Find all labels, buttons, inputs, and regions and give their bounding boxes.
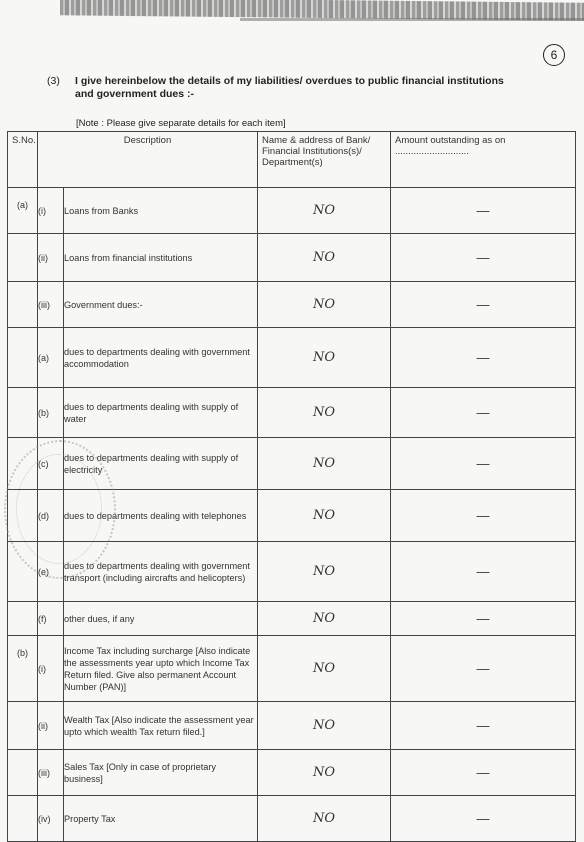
row-sub-number: (e) bbox=[38, 542, 64, 602]
row-description: Sales Tax [Only in case of proprietary business] bbox=[64, 750, 258, 796]
section-note: [Note : Please give separate details for each item] bbox=[76, 118, 286, 129]
row-description: dues to departments dealing with government accommodation bbox=[64, 328, 258, 388]
row-amount-value: — bbox=[391, 234, 576, 282]
row-description: dues to departments dealing with government transport (including aircrafts and helicopters) bbox=[64, 542, 258, 602]
row-amount-value: — bbox=[391, 328, 576, 388]
row-sub-number: (d) bbox=[38, 490, 64, 542]
row-name-value: NO bbox=[258, 490, 391, 542]
row-sno: (a) bbox=[8, 188, 38, 234]
header-name: Name & address of Bank/ Financial Institutions(s)/ Department(s) bbox=[258, 132, 391, 188]
row-name-value: NO bbox=[258, 328, 391, 388]
table-row bbox=[8, 388, 576, 438]
row-sub-number: (iii) bbox=[38, 750, 64, 796]
official-seal-inner bbox=[16, 454, 102, 564]
row-description: Loans from Banks bbox=[64, 188, 258, 234]
table-row bbox=[8, 602, 576, 636]
row-amount-value: — bbox=[391, 796, 576, 842]
row-amount-value: — bbox=[391, 602, 576, 636]
table-row bbox=[8, 234, 576, 282]
table-row bbox=[8, 796, 576, 842]
row-sub-number: (i) bbox=[38, 636, 64, 702]
header-sno: S.No. bbox=[8, 132, 38, 188]
row-amount-value: — bbox=[391, 282, 576, 328]
row-description: Government dues:- bbox=[64, 282, 258, 328]
row-amount-value: — bbox=[391, 438, 576, 490]
row-name-value: NO bbox=[258, 282, 391, 328]
row-sub-number: (c) bbox=[38, 438, 64, 490]
row-description: Income Tax including surcharge [Also indicate the assessments year upto which Income Tax Return filed. Give also permanent Account Number (PAN)] bbox=[64, 636, 258, 702]
section-heading-text: I give hereinbelow the details of my liabilities/ overdues to public financial institutions and government dues :- bbox=[75, 75, 504, 100]
row-amount-value: — bbox=[391, 490, 576, 542]
row-name-value: NO bbox=[258, 188, 391, 234]
row-sno bbox=[8, 750, 38, 796]
page-number: 6 bbox=[543, 44, 565, 66]
row-amount-value: — bbox=[391, 188, 576, 234]
scan-edge-line bbox=[240, 18, 584, 21]
row-sno bbox=[8, 796, 38, 842]
row-amount-value: — bbox=[391, 750, 576, 796]
row-description: dues to departments dealing with supply of water bbox=[64, 388, 258, 438]
header-description: Description bbox=[38, 132, 258, 188]
header-amount: Amount outstanding as on ............................ bbox=[391, 132, 576, 188]
row-description: Wealth Tax [Also indicate the assessment year upto which wealth Tax return filed.] bbox=[64, 702, 258, 750]
table-header-row bbox=[8, 132, 576, 188]
row-sno bbox=[8, 388, 38, 438]
row-name-value: NO bbox=[258, 602, 391, 636]
table-row bbox=[8, 188, 576, 234]
table-row bbox=[8, 328, 576, 388]
row-sno bbox=[8, 328, 38, 388]
row-sub-number: (i) bbox=[38, 188, 64, 234]
row-amount-value: — bbox=[391, 636, 576, 702]
table-row bbox=[8, 282, 576, 328]
row-amount-value: — bbox=[391, 542, 576, 602]
table-row bbox=[8, 636, 576, 702]
row-name-value: NO bbox=[258, 234, 391, 282]
row-description: Loans from financial institutions bbox=[64, 234, 258, 282]
row-sno bbox=[8, 234, 38, 282]
row-sno bbox=[8, 702, 38, 750]
row-sno: (b) bbox=[8, 636, 38, 702]
row-name-value: NO bbox=[258, 438, 391, 490]
row-sub-number: (iv) bbox=[38, 796, 64, 842]
row-sub-number: (ii) bbox=[38, 702, 64, 750]
row-sno bbox=[8, 282, 38, 328]
row-name-value: NO bbox=[258, 796, 391, 842]
row-description: dues to departments dealing with telephones bbox=[64, 490, 258, 542]
row-description: other dues, if any bbox=[64, 602, 258, 636]
row-sub-number: (iii) bbox=[38, 282, 64, 328]
table-row bbox=[8, 702, 576, 750]
section-number: (3) bbox=[47, 75, 60, 87]
row-sub-number: (b) bbox=[38, 388, 64, 438]
table-row bbox=[8, 750, 576, 796]
row-name-value: NO bbox=[258, 750, 391, 796]
row-name-value: NO bbox=[258, 542, 391, 602]
row-name-value: NO bbox=[258, 702, 391, 750]
row-name-value: NO bbox=[258, 388, 391, 438]
row-sub-number: (ii) bbox=[38, 234, 64, 282]
row-amount-value: — bbox=[391, 702, 576, 750]
row-sub-number: (a) bbox=[38, 328, 64, 388]
row-amount-value: — bbox=[391, 388, 576, 438]
row-sno bbox=[8, 602, 38, 636]
row-description: Property Tax bbox=[64, 796, 258, 842]
row-name-value: NO bbox=[258, 636, 391, 702]
row-description: dues to departments dealing with supply of electricity bbox=[64, 438, 258, 490]
row-sub-number: (f) bbox=[38, 602, 64, 636]
